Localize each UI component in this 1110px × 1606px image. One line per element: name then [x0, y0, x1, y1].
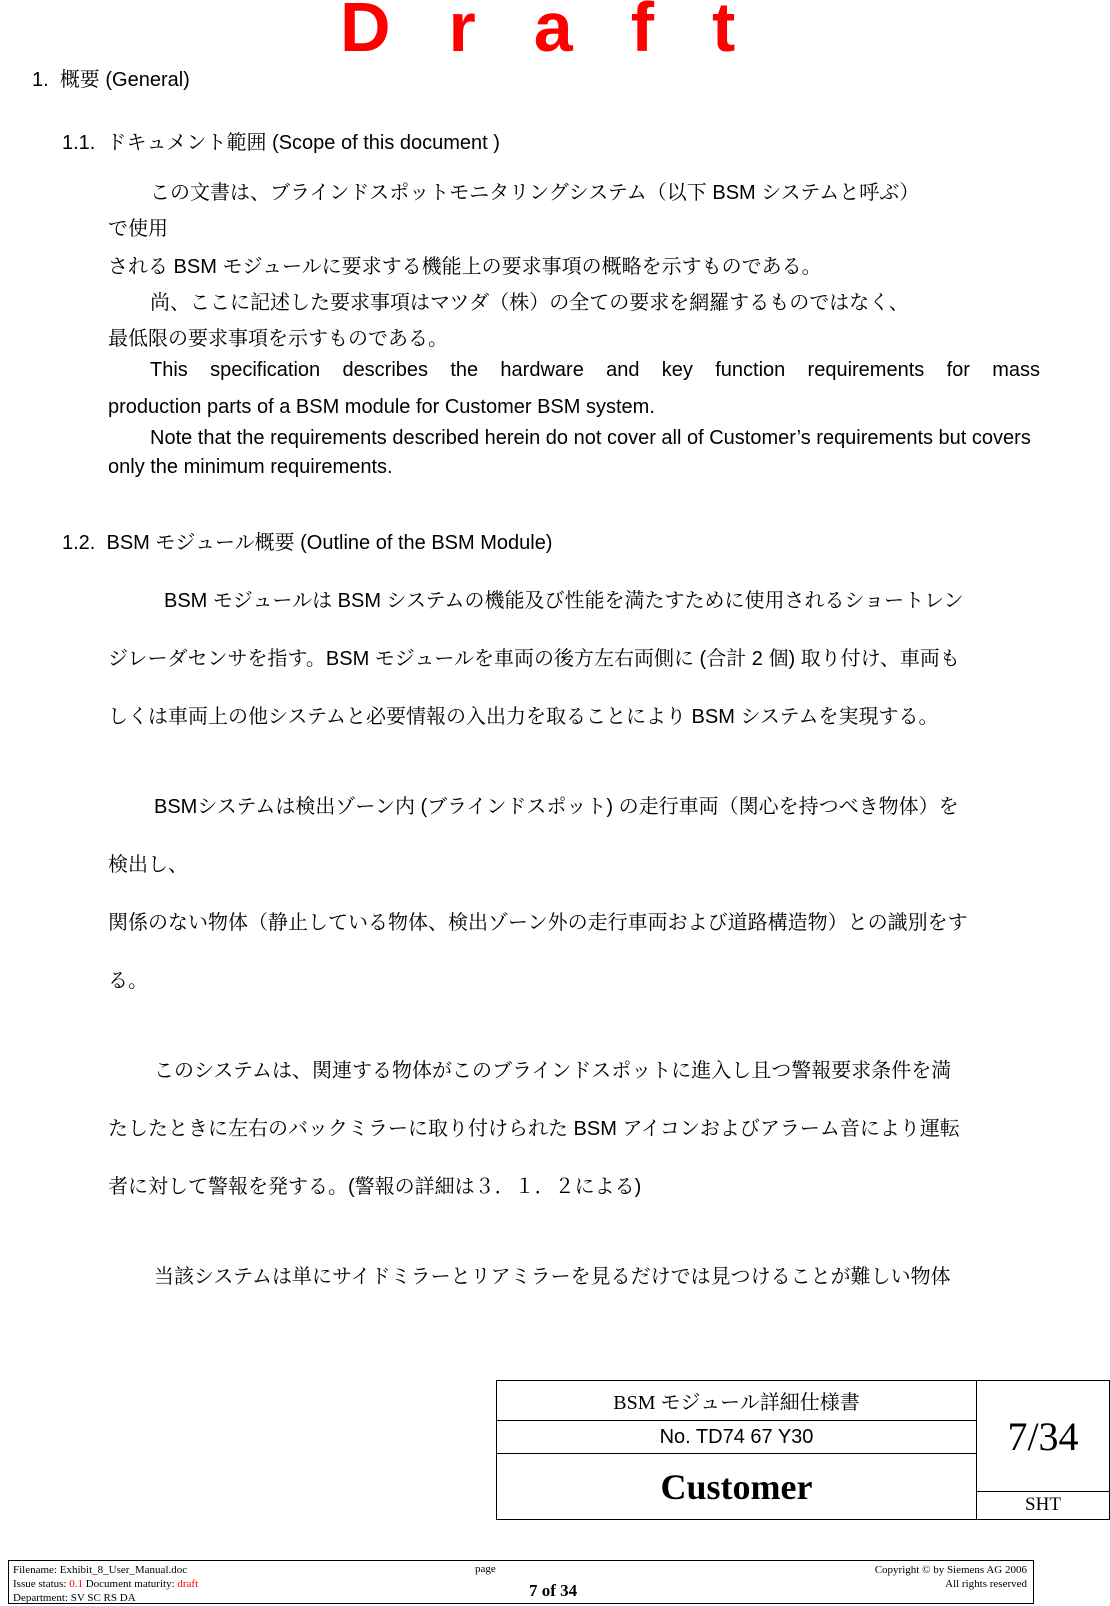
outline-p1-line-2: ジレーダセンサを指す。BSM モジュールを車両の後方左右両側に (合計 2 個) 取り付け、車両も	[108, 648, 960, 670]
page-footer	[8, 1560, 1034, 1604]
section-1-2-heading	[62, 526, 552, 555]
scope-en-line-1: This specification describes the hardware and key function requirements for mass	[150, 359, 1040, 381]
outline-p4-line-1: 当該システムは単にサイドミラーとリアミラーを見るだけでは見つけることが難しい物体	[154, 1266, 951, 1288]
title-block	[496, 1380, 1110, 1520]
title-block-page: 7/34	[977, 1381, 1109, 1492]
footer-page-value: 7 of 34	[529, 1581, 578, 1600]
section-1-title: 概要 (General)	[59, 69, 190, 91]
footer-copyright: Copyright © by Siemens AG 2006	[874, 1564, 1027, 1576]
scope-jp-line-3: される BSM モジュールに要求する機能上の要求事項の概略を示すものである。	[108, 256, 822, 278]
scope-jp-line-1: この文書は、ブラインドスポットモニタリングシステム（以下 BSM システムと呼ぶ）	[150, 182, 920, 204]
draft-watermark: Draft	[340, 0, 794, 66]
section-1-2-title: BSM モジュール概要 (Outline of the BSM Module)	[106, 532, 553, 554]
footer-maturity-label: Document maturity:	[82, 1578, 178, 1590]
footer-filename: Filename: Exhibit_8_User_Manual.doc	[13, 1564, 188, 1576]
section-1-1-title: ドキュメント範囲 (Scope of this document )	[106, 132, 500, 154]
scope-en-line-2: production parts of a BSM module for Customer BSM system.	[108, 396, 655, 418]
footer-rights: All rights reserved	[945, 1578, 1027, 1590]
outline-p2-line-2: 検出し、	[108, 854, 188, 876]
section-1-1-number: 1.1.	[62, 132, 96, 154]
footer-department: Department: SV SC RS DA	[13, 1592, 136, 1604]
title-block-doc-number: No. TD74 67 Y30	[497, 1421, 977, 1454]
scope-en-paragraph-2: Note that the requirements described herein do not cover all of Customer’s requirements but covers only the minimum requirements.	[108, 427, 1031, 478]
footer-maturity-value: draft	[177, 1578, 199, 1590]
outline-p1-line-3: しくは車両上の他システムと必要情報の入出力を取ることにより BSM システムを実現する。	[108, 706, 939, 728]
section-1-2-number: 1.2.	[62, 532, 96, 554]
outline-p3-line-3: 者に対して警報を発する。(警報の詳細は３．１．２による)	[108, 1176, 642, 1198]
footer-issue-value: 0.1	[69, 1578, 83, 1590]
outline-p2-line-1: BSMシステムは検出ゾーン内 (ブラインドスポット) の走行車両（関心を持つべき物体）を	[154, 796, 959, 818]
section-1-number: 1.	[32, 69, 49, 91]
footer-left	[13, 1563, 198, 1605]
outline-p3-line-1: このシステムは、関連する物体がこのブラインドスポットに進入し且つ警報要求条件を満	[154, 1060, 952, 1082]
section-1-1-heading	[62, 126, 500, 155]
title-block-customer: Customer	[497, 1454, 977, 1519]
outline-p3-line-2: たしたときに左右のバックミラーに取り付けられた BSM アイコンおよびアラーム音により運転	[108, 1118, 960, 1140]
section-1-heading	[32, 63, 190, 92]
outline-p2-line-3: 関係のない物体（静止している物体、検出ゾーン外の走行車両および道路構造物）との識別をす	[108, 912, 968, 934]
footer-page-label: page	[475, 1563, 496, 1575]
footer-right	[875, 1563, 1027, 1591]
scope-jp-line-4: 尚、ここに記述した要求事項はマツダ（株）の全ての要求を網羅するものではなく、	[150, 292, 909, 314]
title-block-sht: SHT	[1025, 1494, 1061, 1515]
footer-issue-label: Issue status:	[13, 1578, 70, 1590]
scope-jp-line-2: で使用	[108, 218, 168, 240]
outline-p2-line-4: る。	[108, 970, 148, 992]
footer-issue-status	[13, 1577, 198, 1591]
title-block-title: BSM モジュール詳細仕様書	[497, 1381, 977, 1421]
scope-jp-line-5: 最低限の要求事項を示すものである。	[108, 328, 448, 350]
outline-p1-line-1: BSM モジュールは BSM システムの機能及び性能を満たすために使用されるショートレン	[164, 590, 964, 612]
